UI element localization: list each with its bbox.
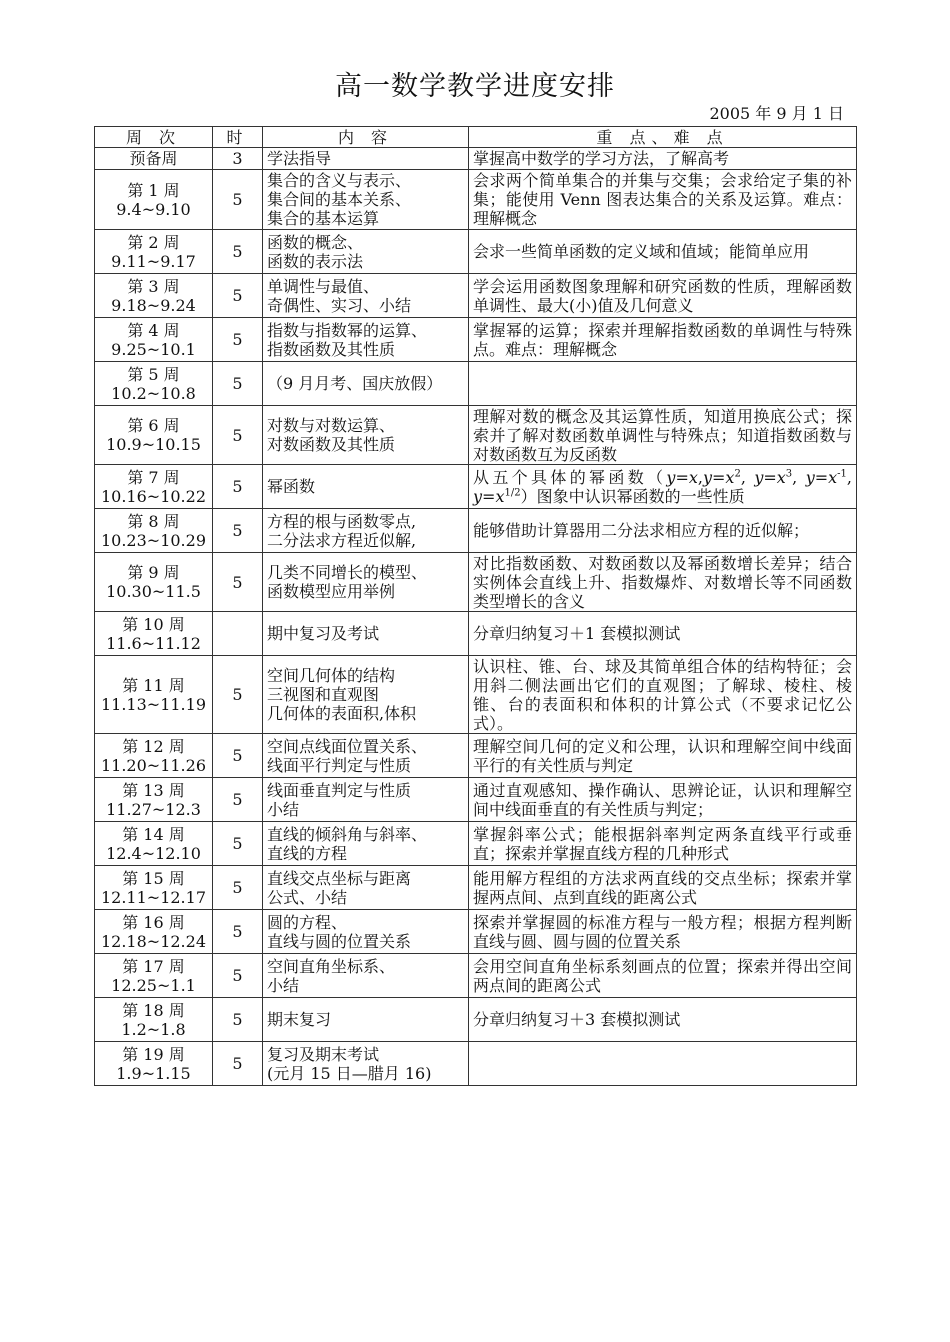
content-line: 集合间的基本关系、 [267, 190, 412, 209]
hours-cell: 5 [213, 910, 263, 954]
content-line: 函数的概念、 [267, 232, 364, 252]
key-points-cell: 对比指数函数、对数函数以及幂函数增长差异；结合实例体会直线上升、指数爆炸、对数增长等不同函数类型增长的含义 [469, 553, 857, 612]
week-cell [95, 954, 213, 998]
content-line: 幂函数 [267, 477, 316, 496]
hours-cell: 5 [213, 465, 263, 509]
content-line: 直线与圆的位置关系 [267, 931, 412, 951]
week-line: 10.2~10.8 [111, 383, 196, 403]
week-line: 9.4~9.10 [116, 199, 191, 219]
content-line: 集合的含义与表示、 [267, 171, 412, 190]
content-line: 对数与对数运算、 [267, 416, 396, 435]
table-row [95, 954, 857, 998]
content-cell [263, 778, 469, 822]
key-points-cell: 能用解方程组的方法求两直线的交点坐标；探索并掌握两点间、点到直线的距离公式 [469, 866, 857, 910]
table-row [95, 274, 857, 318]
content-line: 集合的基本运算 [267, 209, 380, 228]
document-date: 2005 年 9 月 1 日 [709, 104, 844, 123]
content-cell [263, 318, 469, 362]
key-points-cell: 理解空间几何的定义和公理，认识和理解空间中线面平行的有关性质与判定 [469, 734, 857, 778]
week-cell [95, 998, 213, 1042]
table-row [95, 998, 857, 1042]
power-e2: 2 [734, 468, 741, 480]
content-cell [263, 362, 469, 406]
power-prefix: 从五个具体的幂函数（ [473, 467, 667, 487]
week-line: 11.13~11.19 [100, 694, 206, 714]
content-line: 小结 [267, 975, 300, 995]
power-f1: y=x [666, 467, 698, 487]
week-cell [95, 274, 213, 318]
content-cell [263, 1042, 469, 1086]
week-line: 10.30~11.5 [106, 582, 201, 601]
table-row [95, 406, 857, 465]
week-cell [95, 910, 213, 954]
week-cell [95, 170, 213, 230]
content-cell [263, 170, 469, 230]
key-points-cell [469, 362, 857, 406]
week-cell [95, 553, 213, 612]
content-line: 指数函数及其性质 [267, 339, 396, 359]
week-line: 9.25~10.1 [111, 339, 196, 359]
header-key-points: 重 点、难 点 [469, 127, 857, 148]
hours-cell: 5 [213, 170, 263, 230]
content-line: （9 月月考、国庆放假） [267, 374, 443, 393]
table-row [95, 734, 857, 778]
week-line: 12.4~12.10 [106, 843, 201, 863]
content-line: 直线的方程 [267, 843, 348, 863]
content-line: 空间点线面位置关系、 [267, 736, 428, 756]
content-line: 二分法求方程近似解, [267, 530, 417, 550]
content-line: (元月 15 日—腊月 16) [267, 1063, 432, 1083]
hours-cell: 5 [213, 553, 263, 612]
hours-cell: 5 [213, 866, 263, 910]
content-line: 期末复习 [267, 1010, 332, 1029]
table-row [95, 509, 857, 553]
key-points-cell: 从五个具体的幂函数（$y=x,y=x^2$, $y=x^3$, $y=x^{-1}$, $y=x^{1/2}$）图象中认识幂函数的一些性质 [469, 465, 857, 509]
content-cell [263, 274, 469, 318]
week-line: 第 14 周 [122, 824, 185, 844]
key-points-cell: 学会运用函数图象理解和研究函数的性质，理解函数单调性、最大(小)值及几何意义 [469, 274, 857, 318]
content-line: 小结 [267, 799, 300, 819]
power-f3: y=x [754, 467, 786, 487]
content-cell [263, 509, 469, 553]
week-line: 第 19 周 [122, 1044, 185, 1064]
content-line: 线面垂直判定与性质 [267, 780, 412, 800]
table-header-row [95, 127, 857, 148]
content-cell [263, 822, 469, 866]
content-line: 公式、小结 [267, 887, 348, 907]
content-cell [263, 998, 469, 1042]
header-content: 内 容 [263, 127, 469, 148]
key-points-cell: 掌握斜率公式；能根据斜率判定两条直线平行或垂直；探索并掌握直线方程的几种形式 [469, 822, 857, 866]
hours-cell: 5 [213, 1042, 263, 1086]
week-cell [95, 778, 213, 822]
content-cell [263, 734, 469, 778]
week-cell [95, 362, 213, 406]
week-cell [95, 1042, 213, 1086]
content-line: 空间直角坐标系、 [267, 956, 396, 976]
table-row [95, 553, 857, 612]
content-line: 线面平行判定与性质 [267, 755, 412, 775]
power-suffix: ）图象中认识幂函数的一些性质 [520, 486, 745, 506]
table-row [95, 612, 857, 656]
week-cell [95, 734, 213, 778]
week-line: 11.6~11.12 [106, 633, 201, 653]
hours-cell: 5 [213, 406, 263, 465]
key-points-cell: 理解对数的概念及其运算性质，知道用换底公式；探索并了解对数函数单调性与特殊点；知道指数函数与对数函数互为反函数 [469, 406, 857, 465]
content-cell [263, 612, 469, 656]
power-e4: -1 [837, 468, 847, 480]
header-week: 周 次 [95, 127, 213, 148]
content-cell [263, 148, 469, 170]
content-line: 期中复习及考试 [267, 624, 380, 643]
week-line: 9.11~9.17 [111, 251, 196, 271]
content-cell [263, 230, 469, 274]
document-title: 高一数学教学进度安排 [335, 71, 615, 102]
week-line: 第 12 周 [122, 736, 185, 756]
table-row [95, 866, 857, 910]
week-line: 第 18 周 [122, 1000, 185, 1020]
content-line: 学法指导 [267, 149, 332, 168]
week-line: 第 6 周 [127, 416, 180, 435]
content-line: 函数模型应用举例 [267, 582, 396, 601]
table-row [95, 778, 857, 822]
hours-cell: 5 [213, 509, 263, 553]
hours-cell: 5 [213, 998, 263, 1042]
content-line: 三视图和直观图 [267, 685, 380, 704]
content-line: 几类不同增长的模型、 [267, 563, 428, 582]
content-cell [263, 866, 469, 910]
week-line: 第 3 周 [127, 276, 180, 296]
key-points-cell: 分章归纳复习＋1 套模拟测试 [469, 612, 857, 656]
content-line: 奇偶性、实习、小结 [267, 295, 412, 315]
week-line: 第 4 周 [127, 320, 180, 340]
key-points-cell [469, 1042, 857, 1086]
week-line: 10.23~10.29 [100, 530, 206, 550]
content-cell [263, 406, 469, 465]
week-cell [95, 148, 213, 170]
hours-cell: 5 [213, 954, 263, 998]
week-line: 第 2 周 [127, 232, 180, 252]
hours-cell: 5 [213, 778, 263, 822]
week-line: 1.2~1.8 [121, 1019, 186, 1039]
week-line: 11.20~11.26 [100, 755, 206, 775]
hours-cell: 5 [213, 230, 263, 274]
week-line: 第 17 周 [122, 956, 185, 976]
content-line: 圆的方程、 [267, 912, 348, 932]
key-points-cell: 分章归纳复习＋3 套模拟测试 [469, 998, 857, 1042]
week-line: 12.11~12.17 [100, 887, 206, 907]
week-cell [95, 822, 213, 866]
week-line: 第 16 周 [122, 912, 185, 932]
week-line: 第 7 周 [127, 467, 180, 487]
key-points-cell: 认识柱、锥、台、球及其简单组合体的结构特征；会用斜二侧法画出它们的直观图；了解球、棱柱、棱锥、台的表面积和体积的计算公式（不要求记忆公式）。 [469, 656, 857, 734]
key-points-cell: 掌握高中数学的学习方法，了解高考 [469, 148, 857, 170]
week-line: 第 8 周 [127, 511, 180, 531]
week-line: 预备周 [129, 149, 178, 168]
hours-cell: 5 [213, 734, 263, 778]
content-line: 单调性与最值、 [267, 276, 380, 296]
power-f4: y=x [805, 467, 838, 487]
content-cell [263, 553, 469, 612]
content-line: 直线的倾斜角与斜率、 [267, 824, 428, 844]
table-row [95, 170, 857, 230]
content-line: 方程的根与函数零点, [267, 511, 417, 531]
power-e5: 1/2 [504, 487, 521, 499]
week-line: 11.27~12.3 [106, 799, 201, 819]
content-line: 函数的表示法 [267, 251, 364, 271]
hours-cell [213, 612, 263, 656]
key-points-cell: 会求两个简单集合的并集与交集；会求给定子集的补集；能使用 Venn 图表达集合的关系及运算。难点：理解概念 [469, 170, 857, 230]
power-e3: 3 [785, 468, 793, 480]
hours-cell: 5 [213, 318, 263, 362]
week-line: 第 9 周 [127, 563, 180, 582]
key-points-cell: 探索并掌握圆的标准方程与一般方程；根据方程判断直线与圆、圆与圆的位置关系 [469, 910, 857, 954]
content-cell [263, 910, 469, 954]
table-row [95, 230, 857, 274]
week-cell [95, 612, 213, 656]
schedule-table [94, 126, 857, 1086]
table-row [95, 1042, 857, 1086]
week-cell [95, 509, 213, 553]
table-row [95, 362, 857, 406]
hours-cell: 5 [213, 822, 263, 866]
week-cell [95, 465, 213, 509]
power-f2: y=x [702, 467, 735, 487]
week-cell [95, 318, 213, 362]
content-cell [263, 954, 469, 998]
week-line: 第 11 周 [122, 675, 185, 695]
hours-cell: 5 [213, 656, 263, 734]
week-line: 第 15 周 [122, 868, 185, 888]
header-hours: 时 [213, 127, 263, 148]
content-line: 指数与指数幂的运算、 [267, 320, 428, 340]
week-line: 10.16~10.22 [100, 486, 206, 506]
content-line: 直线交点坐标与距离 [267, 868, 412, 888]
content-line: 复习及期末考试 [267, 1044, 380, 1064]
power-f5: y=x [473, 486, 505, 506]
key-points-cell: 掌握幂的运算；探索并理解指数函数的单调性与特殊点。难点：理解概念 [469, 318, 857, 362]
table-row [95, 465, 857, 509]
week-line: 第 13 周 [122, 780, 185, 800]
week-line: 9.18~9.24 [111, 295, 196, 315]
table-row [95, 910, 857, 954]
week-cell [95, 866, 213, 910]
week-cell [95, 656, 213, 734]
week-cell [95, 230, 213, 274]
week-line: 12.25~1.1 [111, 975, 196, 995]
table-row [95, 148, 857, 170]
week-cell [95, 406, 213, 465]
key-points-cell: 会用空间直角坐标系刻画点的位置；探索并得出空间两点间的距离公式 [469, 954, 857, 998]
week-line: 第 5 周 [127, 364, 180, 384]
week-line: 第 1 周 [127, 180, 180, 200]
table-row [95, 822, 857, 866]
key-points-cell: 能够借助计算器用二分法求相应方程的近似解； [469, 509, 857, 553]
content-line: 空间几何体的结构 [267, 666, 396, 685]
content-line: 对数函数及其性质 [267, 435, 396, 454]
content-cell [263, 465, 469, 509]
week-line: 10.9~10.15 [106, 435, 201, 454]
week-line: 第 10 周 [122, 614, 185, 634]
content-cell [263, 656, 469, 734]
key-points-cell: 通过直观感知、操作确认、思辨论证，认识和理解空间中线面垂直的有关性质与判定； [469, 778, 857, 822]
hours-cell: 5 [213, 362, 263, 406]
table-row [95, 656, 857, 734]
week-line: 1.9~1.15 [116, 1063, 191, 1083]
table-row [95, 318, 857, 362]
hours-cell: 5 [213, 274, 263, 318]
key-points-cell: 会求一些简单函数的定义域和值域；能简单应用 [469, 230, 857, 274]
hours-cell: 3 [213, 148, 263, 170]
content-line: 几何体的表面积,体积 [267, 704, 417, 723]
week-line: 12.18~12.24 [100, 931, 206, 951]
